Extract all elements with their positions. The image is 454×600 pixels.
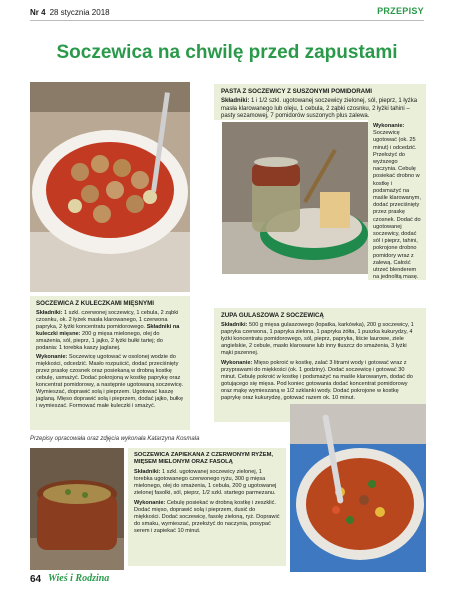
article-title: Soczewica na chwilę przed zapustami — [56, 42, 398, 63]
casserole-ingredients-text: 1 szkl. ugotowanej soczewicy zielonej, 1 torebka ugotowanego czerwonego ryżu, 300 g mięsa mielonego, olej do smażenia, 1 cebula, 200 g ugotowanej zielonej fasolki, sól, pieprz, 1/2 szkl. startego parmezanu. — [134, 469, 277, 496]
goulash-prep-label: Wykonanie: — [221, 360, 253, 366]
pasta-jar-illustration — [222, 122, 368, 274]
goulash-ingredients-text: 500 g mięsa gulaszowego (łopatka, karkówka), 200 g soczewicy, 1 papryka czerwona, 1 papryka zielona, 1 papryka żółta, 1 puszka kukurydzy, 4 łyżki koncentratu pomidorowego, sól, pieprz, papryka, liście laurowe, ziele angielskie, 2 cebule, masło klarowane lub inny tłuszcz do smażenia, 3 łyżki mąki pszennej. — [221, 322, 414, 356]
goulash-recipe-title: ZUPA GULASZOWA Z SOCZEWICĄ — [221, 312, 324, 319]
casserole-recipe-title: SOCZEWICA ZAPIEKANA Z CZERWONYM RYŻEM, MIĘSEM MIELONYM ORAZ FASOLĄ — [134, 452, 274, 465]
meatballs-prep-text: Soczewicę ugotować w osolonej wodzie do miękkości, odcedzić. Masło rozpuścić, dodać przeciśnięty przez praskę czosnek oraz posiekaną w drobną kostkę cebulę, usmażyć. Dodać pokrojoną w kostkę paprykę oraz koncentrat pomidorowy, a następnie ugotowaną soczewicę. Wymieszać, doprawić solą i pieprzem. Ugotować kaszę jaglaną. Mięso doprawić solą i pieprzem, dodać jajko, bułkę i wymieszać. Formować małe kuleczki i smażyć. — [36, 354, 184, 409]
casserole-prep-text: Cebulę posiekać w drobną kostkę i zeszklić. Dodać mięso, doprawić solą i pieprzem, dusić do miękkości. Dodać soczewicę, fasolę zieloną, ryż. Doprawić do smaku, wymieszać, przełożyć do naczynia, posypać serem i zapiekać 10 minut. — [134, 500, 280, 534]
pasta-ingredients-label: Składniki: — [221, 98, 250, 104]
issue-date: 28 stycznia 2018 — [49, 8, 110, 17]
casserole-illustration — [30, 448, 124, 570]
meatballs-ingredients-text: 1 szkl. czerwonej soczewicy, 1 cebula, 2 ząbki czosnku, ok. 2 łyżek masła klarowanego, 1 czerwona papryka, 2 łyżki koncentratu pomidorowego. — [36, 310, 179, 330]
pasta-recipe-title: PASTA Z SOCZEWICY Z SUSZONYMI POMIDORAMI — [221, 88, 373, 95]
meatballs-photo — [30, 82, 190, 292]
pasta-ingredients — [221, 98, 419, 121]
section-label: PRZEPISY — [377, 6, 424, 16]
header-divider — [30, 20, 424, 21]
issue-info — [30, 8, 110, 17]
meatballs-prep-label: Wykonanie: — [36, 354, 68, 360]
pasta-prep-label: Wykonanie: — [373, 123, 405, 129]
meatballs-ingredients — [36, 310, 184, 352]
pasta-prep-box — [368, 120, 426, 280]
pasta-ingredients-text: 1 i 1/2 szkl. ugotowanej soczewicy zielonej, sól, pieprz, 1 łyżka masła klarowanego lub oleju, 1 cebula, 2 ząbki czosnku, 2 łyżki tahini – pasty sezamowej, 7 pomidorów suszonych plus zalewa. — [221, 98, 418, 120]
meatballs-ingredients2-text: 200 g mięsa mielonego, olej do smażenia, sól, pieprz, 1 jajko, 2 łyżki bułki tartej; do podania: 1 torebka kaszy jaglanej. — [36, 331, 163, 351]
meatballs-recipe-title: SOCZEWICA Z KULECZKAMI MIĘSNYMI — [36, 300, 155, 307]
casserole-recipe-box — [128, 448, 286, 566]
casserole-photo — [30, 448, 124, 570]
magazine-brand: Wieś i Rodzina — [48, 573, 110, 584]
meatballs-ingredients2-label: Składniki na kuleczki mięsne: — [36, 324, 180, 337]
page-number: 64 — [30, 574, 42, 585]
meatballs-ingredients-label: Składniki: — [36, 310, 63, 316]
casserole-ingredients-label: Składniki: — [134, 469, 161, 475]
casserole-preparation — [134, 500, 280, 535]
goulash-ingredients-label: Składniki: — [221, 322, 248, 328]
pasta-jar-photo — [222, 122, 368, 274]
goulash-prep-text: Mięso pokroić w kostkę, zalać 3 litrami wody i gotować wraz z przyprawami do miękkości (ok. 1 godziny). Dodać soczewicę i gotować 30 minut. Cebulę pokroić w kostkę i podsmażyć na maśle klarowanym, dodać do gotującego się mięsa. Pod koniec gotowania dodać koncentrat pomidorowy oraz mąkę wymieszaną w 1/2 szklanki wody. Dodać pokrojone w kostkę paprykę oraz kukurydzę, gotować razem ok. 10 minut. — [221, 360, 413, 401]
issue-number: Nr 4 — [30, 8, 46, 17]
page-header — [0, 0, 454, 20]
casserole-ingredients — [134, 469, 280, 497]
pasta-preparation — [373, 123, 421, 281]
casserole-prep-label: Wykonanie: — [134, 500, 166, 506]
goulash-preparation — [221, 360, 419, 402]
pasta-recipe-box — [214, 84, 426, 120]
meatballs-preparation — [36, 354, 184, 410]
meatballs-recipe-box — [30, 296, 190, 430]
photo-credit: Przepisy opracowała oraz zdjęcia wykonała Katarzyna Kosmala — [30, 436, 200, 442]
soup-illustration — [290, 404, 426, 572]
pasta-prep-text: Soczewicę ugotować (ok. 25 minut) i odcedzić. Przełożyć do wyższego naczynia. Cebulę posiekać drobno w kostkę i podsmażyć na maśle klarowanym, dodać przeciśnięty przez praskę czosnek. Dodać do ugotowanej soczewicy, dodać sól i pieprz, tahini, pokrojone drobno pomidory wraz z zalewą. Całość utrzeć blenderem na jednolitą masę. — [373, 130, 421, 281]
soup-photo — [290, 404, 426, 572]
goulash-ingredients — [221, 322, 419, 357]
meatballs-illustration — [30, 82, 190, 292]
